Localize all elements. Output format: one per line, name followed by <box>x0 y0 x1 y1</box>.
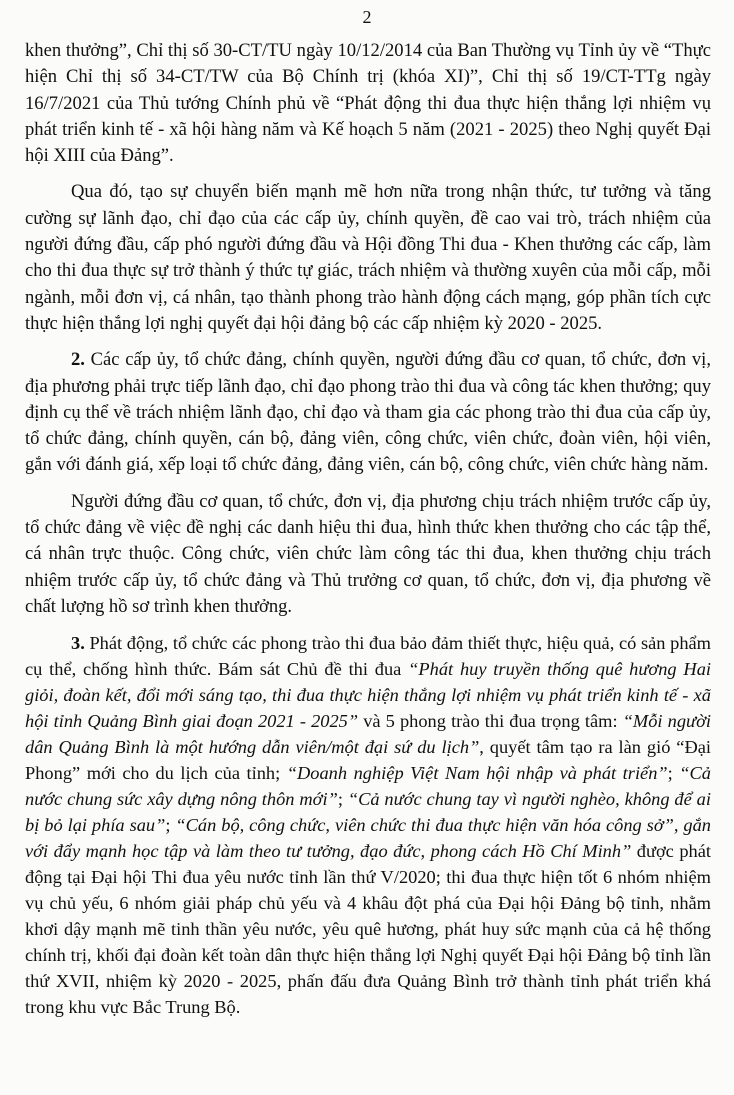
document-body <box>25 38 711 1020</box>
paragraph-1: khen thưởng”, Chỉ thị số 30-CT/TU ngày 10/12/2014 của Ban Thường vụ Tỉnh ủy về “Thực hiện Chỉ thị số 34-CT/TW của Bộ Chính trị (khóa XI)”, Chỉ thị số 19/CT-TTg ngày 16/7/2021 của Thủ tướng Chính phủ về “Phát động thi đua thực hiện thắng lợi nhiệm vụ phát triển kinh tế - xã hội hàng năm và Kế hoạch 5 năm (2021 - 2025) theo Nghị quyết Đại hội XIII của Đảng”. <box>25 40 711 167</box>
item-3-text-e: ; <box>337 789 348 810</box>
item-3-text-c: , quyết tâm tạo ra làn gió “Đại Phong” mới cho du lịch của tỉnh; <box>25 737 711 784</box>
page-number: 2 <box>362 7 372 27</box>
item-3-quote-business: “Doanh nghiệp Việt Nam hội nhập và phát triển” <box>286 763 668 784</box>
item-number-3: 3. <box>71 633 85 654</box>
paragraph-2: Qua đó, tạo sự chuyển biến mạnh mẽ hơn nữa trong nhận thức, tư tưởng và tăng cường sự lãnh đạo, chỉ đạo của các cấp ủy, chính quyền, đề cao vai trò, trách nhiệm của người đứng đầu, cấp phó người đứng đầu và Hội đồng Thi đua - Khen thưởng các cấp, làm cho thi đua thực sự trở thành ý thức tự giác, trách nhiệm và thường xuyên của mỗi cấp, mỗi ngành, mỗi đơn vị, cá nhân, tạo thành phong trào hành động cách mạng, góp phần tích cực thực hiện thắng lợi nghị quyết đại hội đảng bộ các cấp nhiệm kỳ 2020 - 2025. <box>25 181 711 334</box>
paragraph-4: Người đứng đầu cơ quan, tổ chức, đơn vị, địa phương chịu trách nhiệm trước cấp ủy, tổ chức đảng về việc đề nghị các danh hiệu thi đua, hình thức khen thưởng cho các tập thể, cá nhân trực thuộc. Công chức, viên chức làm công tác thi đua, khen thưởng chịu trách nhiệm trước cấp ủy, tổ chức đảng và Thủ trưởng cơ quan, tổ chức, đơn vị, địa phương về chất lượng hồ sơ trình khen thưởng. <box>25 490 711 617</box>
item-3-quote-tourism: “Mỗi người dân Quảng Bình là một hướng dẫn viên/một đại sứ du lịch” <box>25 711 711 758</box>
item-3-quote-rural: “Cả nước chung sức xây dựng nông thôn mới” <box>25 763 711 810</box>
item-3-text-d: ; <box>667 763 680 784</box>
item-3-text-b: và 5 phong trào thi đua trọng tâm: <box>358 711 623 732</box>
item-3-quote-poverty: “Cả nước chung tay vì người nghèo, không để ai bị bỏ lại phía sau” <box>25 789 711 836</box>
item-3-quote-theme: “Phát huy truyền thống quê hương Hai giỏi, đoàn kết, đổi mới sáng tạo, thi đua thực hiện thắng lợi nhiệm vụ phát triển kinh tế - xã hội tỉnh Quảng Bình giai đoạn 2021 - 2025” <box>25 659 711 732</box>
item-number-2: 2. <box>71 349 85 371</box>
paragraph-item-3 <box>25 630 711 1020</box>
paragraph-item-2-text: Các cấp ủy, tổ chức đảng, chính quyền, người đứng đầu cơ quan, tổ chức, đơn vị, địa phương phải trực tiếp lãnh đạo, chỉ đạo phong trào thi đua và công tác khen thưởng; quy định cụ thể về trách nhiệm lãnh đạo, chỉ đạo và tham gia các phong trào thi đua của cấp ủy, tổ chức đảng, chính quyền, cán bộ, đảng viên, công chức, viên chức, đoàn viên, hội viên, gắn với đánh giá, xếp loại tổ chức đảng, đảng viên, cán bộ, công chức, viên chức hàng năm. <box>25 349 711 476</box>
item-3-quote-civil-servants: “Cán bộ, công chức, viên chức thi đua thực hiện văn hóa công sở”, gắn với đẩy mạnh học tập và làm theo tư tưởng, đạo đức, phong cách Hồ Chí Minh” <box>25 815 711 862</box>
item-3-text-f: ; <box>165 815 176 836</box>
item-3-text-a: Phát động, tổ chức các phong trào thi đua bảo đảm thiết thực, hiệu quả, có sản phẩm cụ thể, chống hình thức. Bám sát Chủ đề thi đua <box>25 633 711 680</box>
paragraph-item-2 <box>25 347 711 478</box>
item-3-text-g: được phát động tại Đại hội Thi đua yêu nước tỉnh lần thứ V/2020; thi đua thực hiện tốt 6 nhóm nhiệm vụ chủ yếu, 6 nhóm giải pháp chủ yếu và 4 khâu đột phá của Đại hội Đảng bộ tỉnh, nhằm khơi dậy mạnh mẽ tinh thần yêu nước, yêu quê hương, phát huy sức mạnh của cả hệ thống chính trị, khối đại đoàn kết toàn dân thực hiện thắng lợi Nghị quyết Đại hội Đảng bộ tỉnh lần thứ XVII, nhiệm kỳ 2020 - 2025, phấn đấu đưa Quảng Bình trở thành tỉnh phát triển khá trong khu vực Bắc Trung Bộ. <box>25 841 711 1018</box>
